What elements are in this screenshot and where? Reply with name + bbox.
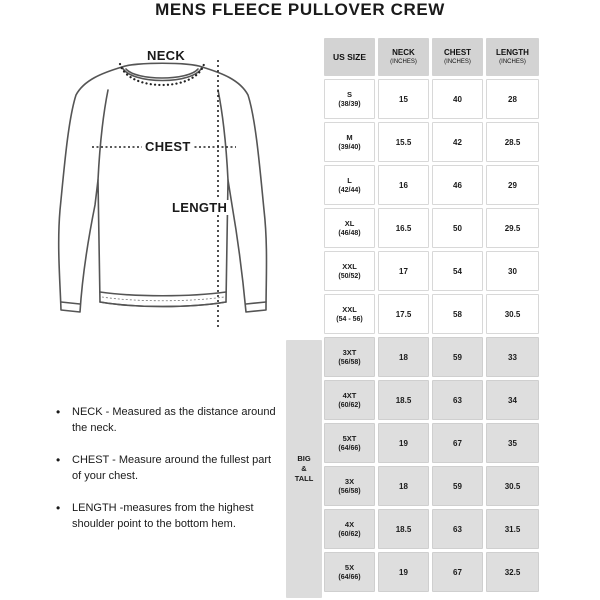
size-cell: [324, 552, 375, 592]
bullet-icon: •: [56, 501, 61, 515]
length-cell: [486, 466, 539, 506]
neck-value: 15: [399, 94, 408, 104]
size-label: XXL: [342, 304, 357, 314]
chest-value: 54: [453, 266, 462, 276]
neck-cell: [378, 552, 429, 592]
neck-cell: [378, 251, 429, 291]
chest-value: 59: [453, 352, 462, 362]
size-alt-label: (60/62): [338, 530, 361, 538]
size-alt-label: (64/66): [338, 444, 361, 452]
group-label-line: &: [301, 464, 307, 473]
size-alt-label: (54 - 56): [336, 315, 363, 323]
length-cell: [486, 552, 539, 592]
length-cell: [486, 380, 539, 420]
length-value: 30: [508, 266, 517, 276]
length-value: 31.5: [504, 524, 521, 534]
size-label: 3X: [344, 476, 355, 486]
chest-cell: [432, 294, 483, 334]
length-cell: [486, 251, 539, 291]
size-cell: [324, 208, 375, 248]
neck-value: 18.5: [395, 395, 412, 405]
length-value: 32.5: [504, 567, 521, 577]
size-alt-label: (50/52): [338, 272, 361, 280]
chest-value: 67: [453, 567, 462, 577]
page-title: MENS FLEECE PULLOVER CREW: [155, 0, 445, 19]
header-length: [486, 38, 539, 76]
size-label: XL: [344, 218, 355, 228]
neck-value: 17: [399, 266, 408, 276]
length-value: 34: [508, 395, 517, 405]
size-label: XXL: [342, 261, 357, 271]
chest-cell: [432, 165, 483, 205]
header-neck: [378, 38, 429, 76]
group-label-line: TALL: [294, 474, 314, 483]
neck-value: 16: [399, 180, 408, 190]
size-label: L: [347, 175, 352, 185]
chest-cell: [432, 423, 483, 463]
header-unit: (INCHES): [444, 58, 471, 65]
chest-value: 59: [453, 481, 462, 491]
chest-cell: [432, 79, 483, 119]
note-neck: [56, 404, 278, 436]
bullet-icon: •: [56, 405, 61, 419]
neck-value: 18: [399, 481, 408, 491]
length-cell: [486, 337, 539, 377]
size-cell: [324, 466, 375, 506]
garment-diagram: [40, 40, 290, 340]
neck-value: 16.5: [395, 223, 412, 233]
size-label: 5XT: [342, 433, 357, 443]
neck-value: 17.5: [395, 309, 412, 319]
chest-value: 50: [453, 223, 462, 233]
length-value: 35: [508, 438, 517, 448]
note-text: LENGTH -measures from the highest shoulder point to the bottom hem.: [72, 502, 254, 530]
neck-cell: [378, 423, 429, 463]
chest-cell: [432, 552, 483, 592]
sweatshirt-outline-illustration: [40, 40, 290, 340]
header-label: US SIZE: [332, 52, 367, 62]
length-value: 30.5: [504, 309, 521, 319]
size-label: 4X: [344, 519, 355, 529]
big-and-tall-group-label: [286, 340, 322, 598]
chest-value: 46: [453, 180, 462, 190]
size-cell: [324, 380, 375, 420]
size-alt-label: (42/44): [338, 186, 361, 194]
neck-cell: [378, 122, 429, 162]
length-value: 28.5: [504, 137, 521, 147]
chest-value: 40: [453, 94, 462, 104]
size-label: 3XT: [342, 347, 357, 357]
neck-cell: [378, 466, 429, 506]
size-alt-label: (64/66): [338, 573, 361, 581]
length-cell: [486, 79, 539, 119]
size-label: M: [346, 132, 353, 142]
chest-label: CHEST: [142, 139, 194, 154]
neck-cell: [378, 79, 429, 119]
chest-value: 58: [453, 309, 462, 319]
header-label: LENGTH: [496, 47, 529, 57]
chest-cell: [432, 251, 483, 291]
note-chest: [56, 452, 278, 484]
group-label-line: BIG: [297, 454, 311, 463]
size-cell: [324, 251, 375, 291]
size-label: S: [346, 89, 352, 99]
header-chest: [432, 38, 483, 76]
header-unit: (INCHES): [390, 58, 417, 65]
length-value: 30.5: [504, 481, 521, 491]
neck-value: 15.5: [395, 137, 412, 147]
chest-cell: [432, 466, 483, 506]
size-cell: [324, 294, 375, 334]
chest-cell: [432, 208, 483, 248]
neck-measure-line: [120, 64, 204, 85]
chest-value: 42: [453, 137, 462, 147]
size-cell: [324, 423, 375, 463]
chest-value: 67: [453, 438, 462, 448]
length-cell: [486, 509, 539, 549]
header-us-size: [324, 38, 375, 76]
neck-label: NECK: [147, 48, 186, 63]
chest-cell: [432, 509, 483, 549]
chest-cell: [432, 380, 483, 420]
size-label: 5X: [344, 562, 355, 572]
neck-value: 18.5: [395, 524, 412, 534]
length-value: 28: [508, 94, 517, 104]
length-label: LENGTH: [172, 200, 228, 215]
size-alt-label: (60/62): [338, 401, 361, 409]
size-chart-table: [286, 38, 542, 598]
length-cell: [486, 294, 539, 334]
measurement-notes: [56, 404, 278, 548]
size-cell: [324, 79, 375, 119]
note-text: CHEST - Measure around the fullest part of your chest.: [72, 454, 272, 482]
chest-value: 63: [453, 395, 462, 405]
length-value: 29: [508, 180, 517, 190]
length-cell: [486, 122, 539, 162]
length-cell: [486, 165, 539, 205]
size-cell: [324, 337, 375, 377]
chest-value: 63: [453, 524, 462, 534]
size-alt-label: (56/58): [338, 358, 361, 366]
header-unit: (INCHES): [499, 58, 526, 65]
size-cell: [324, 122, 375, 162]
neck-cell: [378, 208, 429, 248]
size-cell: [324, 165, 375, 205]
size-alt-label: (56/58): [338, 487, 361, 495]
note-text: NECK - Measured as the distance around the neck.: [72, 406, 276, 434]
neck-cell: [378, 165, 429, 205]
neck-value: 18: [399, 352, 408, 362]
neck-cell: [378, 337, 429, 377]
bullet-icon: •: [56, 453, 61, 467]
length-value: 33: [508, 352, 517, 362]
neck-value: 19: [399, 567, 408, 577]
header-label: CHEST: [443, 47, 472, 57]
length-value: 29.5: [504, 223, 521, 233]
chest-cell: [432, 337, 483, 377]
size-alt-label: (46/48): [338, 229, 361, 237]
note-length: [56, 500, 278, 532]
chest-cell: [432, 122, 483, 162]
size-cell: [324, 509, 375, 549]
length-cell: [486, 208, 539, 248]
neck-cell: [378, 380, 429, 420]
length-cell: [486, 423, 539, 463]
size-label: 4XT: [342, 390, 357, 400]
size-alt-label: (39/40): [338, 143, 361, 151]
neck-cell: [378, 509, 429, 549]
neck-cell: [378, 294, 429, 334]
size-alt-label: (38/39): [338, 100, 361, 108]
header-label: NECK: [392, 47, 415, 57]
neck-value: 19: [399, 438, 408, 448]
